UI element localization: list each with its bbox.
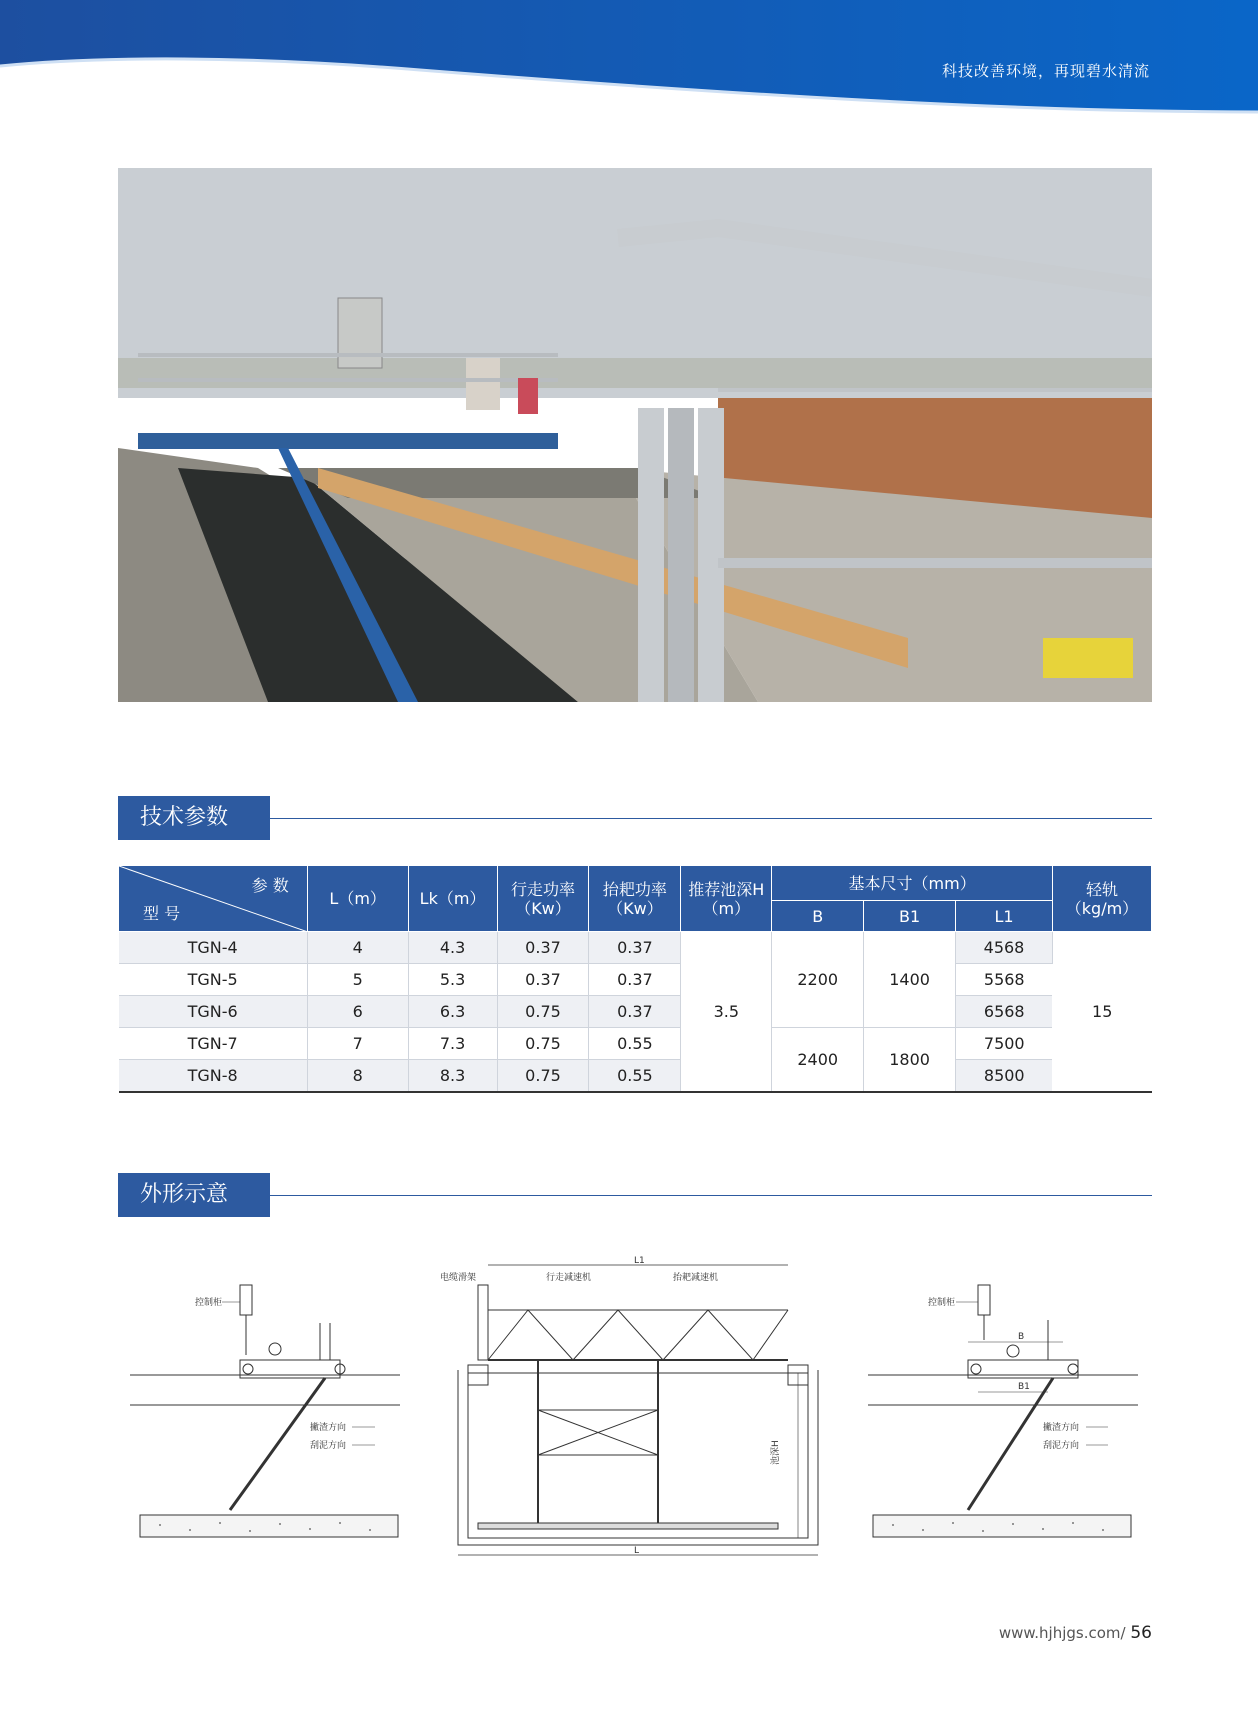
header-slogan: 科技改善环境，再现碧水清流 — [941, 62, 1150, 80]
dim-L: L — [634, 1546, 640, 1556]
page-number: 56 — [1130, 1623, 1152, 1643]
label-control-cabinet: 控制柜 — [195, 1298, 223, 1308]
header-depth: 推荐池深H （m） — [681, 866, 772, 932]
page-footer — [999, 1623, 1152, 1643]
section-divider — [270, 1195, 1152, 1196]
label-control-cabinet-2: 控制柜 — [928, 1298, 956, 1308]
table-row: TGN-6 6 6.3 0.75 0.37 6568 — [119, 996, 1152, 1028]
table-row: TGN-4 4 4.3 0.37 0.37 3.5 2200 1400 4568 15 — [119, 932, 1152, 964]
header-basic-size: 基本尺寸（mm） — [772, 866, 1053, 901]
header-lift-power: 抬耙功率 （Kw） — [589, 866, 681, 932]
header-B: B — [772, 901, 864, 932]
header-B1: B1 — [864, 901, 956, 932]
group1-B1: 1400 — [864, 932, 956, 1028]
table-row: TGN-8 8 8.3 0.75 0.55 8500 — [119, 1060, 1152, 1093]
dim-B: B — [1018, 1332, 1025, 1342]
header-L: L（m） — [307, 866, 408, 932]
dim-H: 池深H — [771, 1440, 781, 1465]
header-model: 型 号 — [143, 904, 181, 923]
depth-cell: 3.5 — [681, 932, 772, 1093]
group2-B: 2400 — [772, 1028, 864, 1093]
table-row: TGN-7 7 7.3 0.75 0.55 2400 1800 7500 — [119, 1028, 1152, 1060]
front-view-drawing — [438, 1255, 838, 1569]
header-rail: 轻轨 （kg/m） — [1052, 866, 1151, 932]
page-header — [0, 0, 1258, 120]
table-row: TGN-5 5 5.3 0.37 0.37 5568 — [119, 964, 1152, 996]
header-param: 参 数 — [251, 876, 289, 895]
label-lift-reducer: 抬耙减速机 — [673, 1273, 719, 1283]
label-mud-dir: 刮泥方向 — [310, 1441, 347, 1451]
product-photo — [118, 168, 1152, 702]
header-L1: L1 — [956, 901, 1053, 932]
header-param-model — [119, 866, 308, 932]
label-cable-rack: 电缆滑架 — [440, 1273, 477, 1283]
label-travel-reducer: 行走减速机 — [546, 1273, 592, 1283]
section-title-tech-params: 技术参数 — [118, 796, 270, 840]
dim-L1: L1 — [634, 1256, 645, 1266]
group2-B1: 1800 — [864, 1028, 956, 1093]
label-flow-dir-2: 撇渣方向 — [1043, 1423, 1080, 1433]
params-table — [118, 865, 1152, 1093]
footer-url[interactable]: www.hjhjgs.com/ — [998, 1624, 1126, 1642]
side-view-drawing-right — [868, 1265, 1148, 1559]
header-Lk: Lk（m） — [408, 866, 497, 932]
rail-cell: 15 — [1052, 932, 1151, 1093]
label-flow-dir: 撇渣方向 — [310, 1423, 347, 1433]
section-divider — [270, 818, 1152, 819]
label-mud-dir-2: 刮泥方向 — [1043, 1441, 1080, 1451]
group1-B: 2200 — [772, 932, 864, 1028]
header-travel-power: 行走功率 （Kw） — [497, 866, 589, 932]
section-title-outline: 外形示意 — [118, 1173, 270, 1217]
side-view-drawing-left — [130, 1265, 410, 1559]
dim-B1: B1 — [1018, 1382, 1030, 1392]
